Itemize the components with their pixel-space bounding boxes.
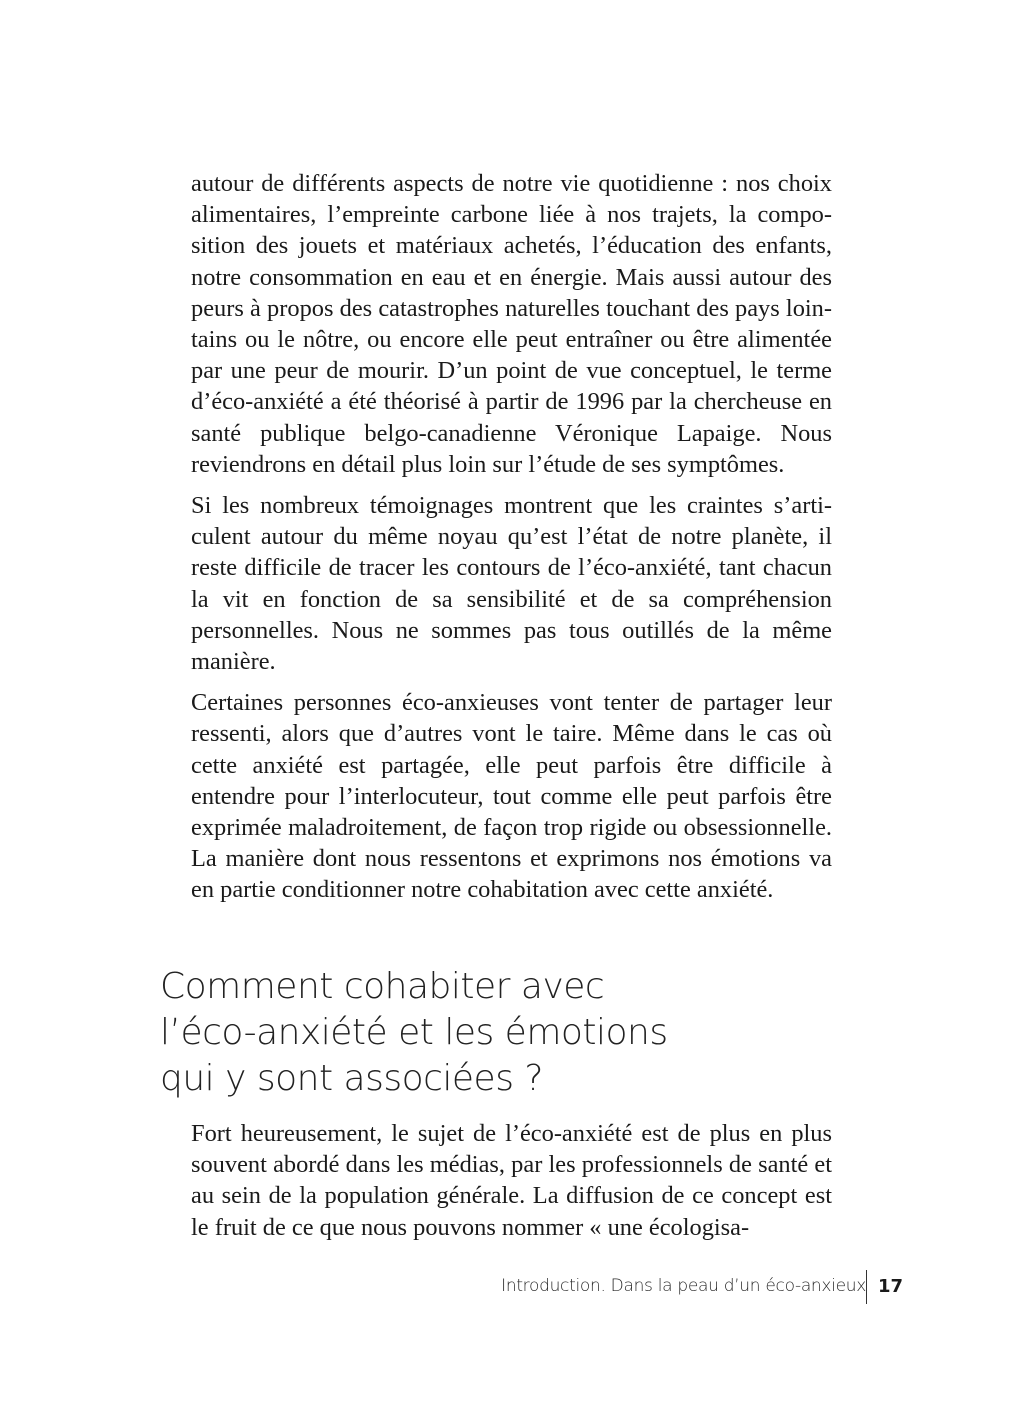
section-heading-line-2: l’éco-anxiété et les émotions <box>160 1012 668 1053</box>
paragraph-everyday-concerns: autour de différents aspects de notre vie quotidienne : nos choix alimentaires, l’empreinte carbone liée à nos trajets, la composition des jouets et matériaux achetés, l’éducation des enfants, notre consommation en eau et en énergie. Mais aussi autour des peurs à propos des catastrophes naturelles touchant des pays lointains ou le nôtre, ou encore elle peut entraîner ou être alimentée par une peur de mourir. D’un point de vue conceptuel, le terme d’éco-anxiété a été théorisé à partir de 1996 par la chercheuse en santé publique belgo-canadienne Véronique Lapaige. Nous reviendrons en détail plus loin sur l’étude de ses symptômes. <box>191 170 832 478</box>
footer-divider <box>866 1270 867 1304</box>
running-title: Introduction. Dans la peau d’un éco-anxieux <box>501 1276 866 1296</box>
body-text-bottom <box>191 1118 832 1253</box>
page-number: 17 <box>878 1276 904 1297</box>
page-footer <box>0 1270 1024 1304</box>
body-text-top <box>191 168 832 916</box>
paragraph-media-coverage: Fort heureusement, le sujet de l’éco-anxiété est de plus en plus souvent abordé dans les médias, par les professionnels de santé et au sein de la population générale. La diffusion de ce concept est le fruit de ce que nous pouvons nommer « une écologisa- <box>191 1120 832 1241</box>
section-heading-line-1: Comment cohabiter avec <box>160 966 605 1007</box>
section-heading-line-3: qui y sont associées ? <box>160 1058 544 1099</box>
paragraph-testimonies: Si les nombreux témoignages montrent que les craintes s’articulent autour du même noyau qu’est l’état de notre planète, il reste difficile de tracer les contours de l’éco-anxiété, tant chacun la vit en fonction de sa sensibilité et de sa compréhension personnelles. Nous ne sommes pas tous outillés de la même manière. <box>191 492 832 676</box>
paragraph-sharing-feelings: Certaines personnes éco-anxieuses vont tenter de partager leur ressenti, alors que d’autres vont le taire. Même dans le cas où cette anxiété est partagée, elle peut parfois être difficile à entendre pour l’interlocuteur, tout comme elle peut parfois être exprimée maladroitement, de façon trop rigide ou obsessionnelle. La manière dont nous ressentons et exprimons nos émotions va en partie conditionner notre cohabitation avec cette anxiété. <box>191 689 832 904</box>
section-heading <box>160 964 780 1102</box>
